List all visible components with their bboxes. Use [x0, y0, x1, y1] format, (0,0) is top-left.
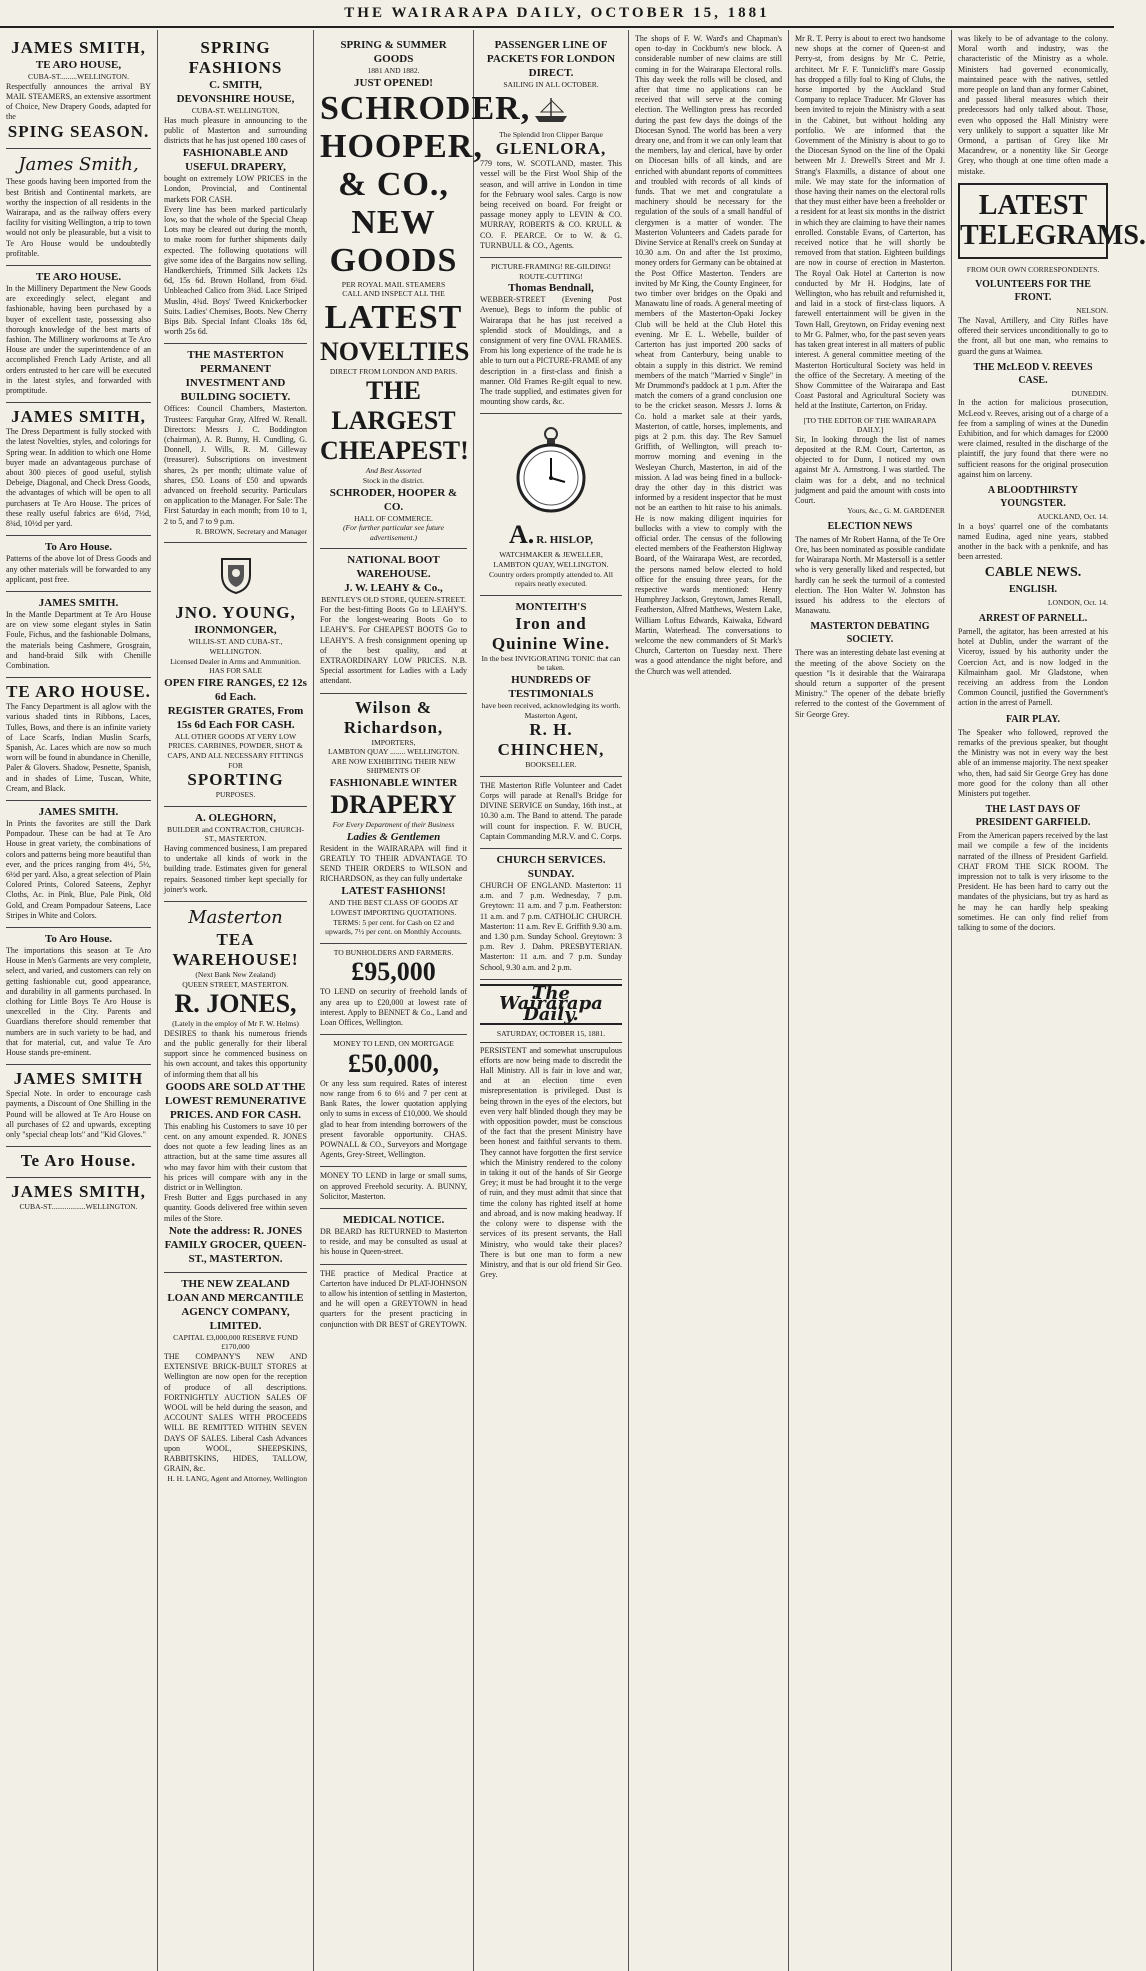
ad-body: CHURCH OF ENGLAND. Masterton: 11 a.m. and 7 p.m. Wednesday, 7 p.m. Greytown: 11 a.m. and 7 p.m. Featherston: 11 a.m. and 7 p.m. CATHOLIC CHURCH. Masterton: 11 a.m. Rev E. Griffith 9.30 a.m. and 1.30 p.m. Sunday School. Greytown: 3 p.m. Rev J. Dahm. PRESBYTERIAN. Masterton: 11 a.m. and 7 p.m. Sunday School, 9.30 a.m. and 2 p.m.	[480, 881, 622, 972]
column-6	[789, 30, 952, 1971]
ad-body: In the Mantle Department at Te Aro House are on view some elegant styles in Satin Foule, Fichus, and the fashionable Dolmans, the materials being Cashmere, Grosgrain, and hand-braid Silk with Chenille Combination.	[6, 609, 151, 670]
ad-heading: Iron and Quinine Wine.	[491, 613, 611, 653]
ad-heading: PASSENGER LINE OF PACKETS FOR LONDON DIRECT.	[486, 39, 616, 79]
ad-heading: TE ARO HOUSE.	[6, 682, 151, 702]
ad-body: Respectfully announces the arrival BY MAIL STEAMERS, an extensive assortment of Choice, New Drapery Goods, adapted for the	[6, 81, 151, 122]
ad-ship: GLENLORA,	[495, 139, 607, 159]
ad-heading: MONEY TO LEND, ON MORTGAGE	[333, 1039, 454, 1049]
ad-body: Or any less sum required. Rates of interest now range from 6 to 6½ and 7 per cent at Bank Rates, the lower quotation applying only to sums in excess of £10,000. We should glad to hear from intending borrowers of the present favorable opportunity. CHAS. POWNALL & CO., Surveyors and Mortgage Agents, Grey-Street, Wellington.	[320, 1078, 467, 1160]
telegrams-heading: LATEST TELEGRAMS.	[958, 183, 1108, 259]
ad-signature: R. BROWN, Secretary and Manager	[195, 526, 307, 536]
ad-heading: TEA WAREHOUSE!	[172, 930, 299, 970]
ad-name: R. JONES,	[174, 989, 297, 1019]
column-2	[158, 30, 314, 1971]
ad-note: (Next Bank New Zealand)	[195, 970, 276, 980]
ad-body: 779 tons, W. SCOTLAND, master. This vessel will be the First Wool Ship of the season, and will arrive in London in time for the February wool sales. Cargo is now being received on board. For freight or passage money apply to LEVIN & CO. MURRAY, ROBERTS & CO. KRULL & CO. F. PEARCE. Or to W. & G. TURNBULL & CO., Agents.	[480, 159, 622, 250]
ad-heading: TE ARO HOUSE.	[35, 271, 122, 284]
ad-latest: LATEST	[324, 298, 463, 336]
ad-trade: IMPORTERS,	[371, 737, 416, 747]
section-heading: FAIR PLAY.	[1005, 713, 1061, 725]
dateline: LONDON, Oct. 14.	[1047, 598, 1108, 608]
ad-direct: DIRECT FROM LONDON AND PARIS.	[329, 366, 458, 376]
ad-ladies: Ladies & Gentlemen	[346, 830, 441, 843]
ad-subheading: FASHIONABLE AND USEFUL DRAPERY,	[182, 147, 289, 174]
section-subheading: ENGLISH.	[1008, 584, 1058, 596]
ad-terms: TERMS: 5 per cent. for Cash on £2 and upwards, 7½ per cent. on Monthly Accounts.	[325, 917, 462, 937]
ad-heading: THE MASTERTON PERMANENT INVESTMENT AND BUILDING SOCIETY.	[180, 349, 291, 404]
ad-heading: SPRING FASHIONS	[188, 38, 283, 77]
ad-church-services	[480, 849, 622, 980]
ad-price-list: Every line has been marked particularly low, so that the whole of the Special Cheap Lots may be cleared out during the month, to make room for further shipments daily expected. The following quotations will give some idea of the Bargains now selling. Handkerchiefs, Trimmed Silk Jackets 12s 6d, 15s 6d. Brown Holland, from 6¾d. Unbleached Calico from 3¼d. Lace Striped Muslin, 4¾d. Boys' Tweed Knickerbocker Suits. Ladies' Chemises, Boots. New Cherry Bips Bib. Special Infant Cloaks 18s 6d, worth 25s 6d.	[164, 204, 307, 337]
election-text: The names of Mr Robert Hanna, of the Te Ore Ore, has been nominated as possible candidate for Wairarapa North. Mr Mastersoll is a settler who is very generally liked and respected, but hardly can he seek the turmoil of a contested election. The Hon Walter W. Johnston has issued his address to the electors of Manawatu.	[795, 534, 945, 616]
ad-te-aro-1	[6, 266, 151, 403]
ad-per: PER ROYAL MAIL STEAMERS	[341, 279, 446, 289]
editorial-text: PERSISTENT and somewhat unscrupulous efforts are now being made to discredit the Hall Ministry. All is fair in love and war, and at an election time even misrepresentation is privileged. Dust is being thrown in the eyes of the electors, but even very half blinded though they may be with opposition powder, must be conscious of the fact that the present Ministry have been honest and faithful servants to them. They cannot have forgotten the first service which the Ministry rendered to the colony in taking it out of the hands of Sir George Grey; it must be had brought it to the verge of ruin, and they must admit that since that time the colony has righted itself at home and abroad, and is now making headway. If the colony were to dispense with the services of its present servants, the Hall Ministry, who would take their places? There is but one man to form a new Ministry, and that is our old friend Sir Geo. Grey.	[480, 1045, 622, 1280]
ad-body: bought on extremely LOW PRICES in the London, Provincial, and Continental markets FOR CASH.	[164, 174, 307, 204]
dateline: NELSON.	[1076, 306, 1108, 316]
ad-body: DESIRES to thank his numerous friends and the public generally for their liberal support since he commenced business on his own account, and takes this opportunity of informing them that all his	[164, 1028, 307, 1079]
fair-play-text: The Speaker who followed, reproved the remarks of the previous speaker, but thought the Ministry was not in every way the best able of an immense majority. The next speaker who, then, had said Sir George Grey has done more good for the colony than all other Ministers put together.	[958, 727, 1108, 798]
ad-testimonials: HUNDREDS OF TESTIMONIALS	[508, 674, 594, 700]
ad-location: LAMBTON QUAY ........ WELLINGTON.	[327, 747, 460, 757]
ad-new-goods: NEW GOODS	[329, 203, 458, 279]
ad-heading: Te Aro House.	[20, 1151, 137, 1171]
ad-builder	[164, 807, 307, 902]
ad-heading: JAMES SMITH,	[11, 407, 146, 427]
ad-best: AND THE BEST CLASS OF GOODS AT LOWEST IMPORTING QUOTATIONS.	[328, 898, 459, 917]
ad-heading: PICTURE-FRAMING! RE-GILDING! ROUTE-CUTTING!	[490, 262, 611, 281]
ad-drapery: DRAPERY	[330, 789, 457, 819]
ad-james-smith-1	[6, 34, 151, 149]
ad-body: In the Millinery Department the New Goods are exceedingly select, elegant and fashionable, having been purchased by a buyer of excellent taste, possessing also thorough knowledge of the best marts of fashion. The Millinery workrooms at Te Aro House are under the superintendence of an accomplished French Lady Artiste, and all orders entrusted to her care will be executed in the latest styles, and forwarded with promptitude.	[6, 284, 151, 396]
ad-heading: THE NEW ZEALAND LOAN AND MERCANTILE AGENCY COMPANY, LIMITED.	[167, 1277, 304, 1332]
ad-body: THE practice of Medical Practice at Carterton have induced Dr PLAT-JOHNSON to allow his intention of settling in Masterton, and he will open a GREYTOWN in head quarters for the present practicing in conjunction with DR BEST of GREYTOWN.	[320, 1268, 467, 1329]
ad-store: TE ARO HOUSE,	[35, 59, 122, 71]
ad-body: Country orders promptly attended to. All repairs neatly executed.	[488, 569, 613, 589]
ad-location: CUBA-ST.........WELLINGTON.	[28, 72, 129, 81]
ad-goods: GOODS ARE SOLD AT THE LOWEST REMUNERATIVE PRICES. AND FOR CASH.	[164, 1080, 307, 1121]
ad-purposes: PURPOSES.	[215, 790, 256, 800]
ad-name: J. W. LEAHY & Co.,	[344, 582, 443, 595]
ad-sail: SAILING IN ALL OCTOBER.	[503, 80, 599, 89]
ad-heading: JAMES SMITH.	[38, 805, 119, 818]
ad-body: have been received, acknowledging its worth. Masterton Agent,	[481, 701, 621, 720]
ad-signature: H. H. LANG, Agent and Attorney, Wellington	[167, 1474, 307, 1484]
ad-largest: THE LARGEST	[331, 376, 456, 436]
coat-of-arms-icon	[164, 553, 307, 597]
ad-heading: Wilson & Richardson,	[343, 697, 444, 737]
ad-address: BENTLEY'S OLD STORE, QUEEN-STREET.	[321, 595, 466, 605]
ad-opened: JUST OPENED!	[354, 76, 433, 89]
ad-heading: To Aro House.	[45, 932, 112, 945]
ad-signature: SCHRODER, HOOPER & CO.	[329, 486, 458, 513]
ad-heading: TO BUNHOLDERS AND FARMERS.	[333, 947, 454, 957]
ad-te-aro-2	[6, 536, 151, 592]
ad-tea-warehouse	[164, 902, 307, 1273]
ad-james-smith-6	[6, 1065, 151, 1147]
ad-body: Patterns of the above lot of Dress Goods and any other materials will be forwarded to any applicant, post free.	[6, 554, 151, 584]
ad-body: TO LEND on security of freehold lands of any area up to £20,000 at lowest rate of interest. Apply to BENNET & Co., Land and Loan Offices, Wellington.	[320, 987, 467, 1027]
ad-spring-fashions	[164, 34, 307, 344]
ad-boot-warehouse	[320, 549, 467, 693]
column-7	[952, 30, 1146, 1971]
ad-firm: SCHRODER,	[320, 89, 531, 127]
ad-notice: (For further particular see future advertisement.)	[343, 523, 444, 542]
ad-best: And Best Assorted	[365, 466, 422, 476]
ad-body: MONEY TO LEND in large or small sums, on approved Freehold security. A. BUNNY, Solicitor, Masterton.	[320, 1171, 467, 1201]
ad-body: DR BEARD has RETURNED to Masterton to reside, and may be consulted as usual at his house in Queen-street.	[320, 1226, 467, 1257]
ad-body: In Prints the favorites are still the Dark Pompadour. These can be had at Te Aro House in great variety, the combinations of colors and patterns being more beautiful than ever, and the prices ranging from 4½, 5½, 6½d per yard. Also, a great selection of Plain Colored Prints, Colored Sateens, Zephyr Cloths, Ac. in Pink, Blue, Pale Pink, Old Gold, and Cream Pompadour Sateens, Lace Stripes in White and Colors.	[6, 818, 151, 920]
ad-hislop	[480, 414, 622, 595]
ad-heading: JAMES SMITH,	[11, 1182, 146, 1202]
ad-te-aro-3	[6, 678, 151, 801]
ad-body: ARE NOW EXHIBITING THEIR NEW SHIPMENTS OF	[331, 756, 456, 776]
masthead	[0, 0, 1114, 28]
section-heading: THE McLEOD V. REEVES CASE.	[973, 361, 1093, 386]
ad-sporting: SPORTING	[187, 770, 284, 790]
ad-body: The importations this season at Te Aro House in Men's Garments are very complete, select, and varied, and customers can rely on getting fashionable cut, good appearance, and durability in all garments purchased. In clothing for Little Boys Te Aro House is unexcelled in the City. Parents and Guardians therefore should remember that numbers are in such variety to be had, and that for material, cut, and value Te Aro House stands pre-eminent.	[6, 945, 151, 1058]
ad-street: QUEEN STREET, MASTERTON.	[182, 979, 289, 989]
telegram-text: The Naval, Artillery, and City Rifles have offered their services unconditionally to go to the front, all but one man, who remains to guard the guns at Waimea.	[958, 316, 1108, 356]
ad-signature: James Smith,	[18, 154, 139, 176]
ad-heading: MEDICAL NOTICE.	[342, 1213, 445, 1226]
ad-trade: BOOKSELLER.	[525, 760, 577, 770]
telegram-text: In the action for malicious prosecution, McLeod v. Reeves, arising out of a charge of a fee from a sampling of wines at the Dunedin Exhibition, and for which damages for £2000 were claimed, resulted in the discharge of the plaintiff, the jury found that there were no sufficient reasons for the original prosecution against him on larceny.	[958, 398, 1108, 479]
ad-years: 1881 AND 1882.	[367, 66, 420, 75]
ad-firm: HOOPER,	[320, 127, 483, 165]
debating-text: There was an interesting debate last evening at the meeting of the above Society on the question "Is it desirable that the Wairarapa should return a supporter of the present Ministry." The opener of the debate briefly referred to the contest of the Government of Sir George Grey.	[795, 648, 945, 719]
section-heading: A BLOODTHIRSTY YOUNGSTER.	[987, 485, 1079, 510]
ad-body: In the best INVIGORATING TONIC that can be taken.	[481, 653, 621, 673]
ad-money-to-lend	[320, 1035, 467, 1167]
pocket-watch-icon	[480, 424, 622, 514]
ad-bunholders	[320, 944, 467, 1035]
section-heading: VOLUNTEERS FOR THE FRONT.	[975, 279, 1091, 304]
paper-title: The Wairarapa Daily.	[480, 984, 622, 1025]
ad-amount: £50,000,	[348, 1048, 439, 1078]
ad-heading: JAMES SMITH.	[38, 596, 119, 609]
ad-heading: CHURCH SERVICES. SUNDAY.	[496, 854, 606, 880]
cable-text: Parnell, the agitator, has been arrested at his hotel at Dublin, under the warrant of the Viceroy, issued by his authority under the Coercion Act, and is now lodged in the Kilmainham gaol. Mr Gladstone, when receiving an address from the London Common Council, justified the Government's action in the arrest of Parnell.	[958, 627, 1108, 708]
ad-trade: BUILDER and CONTRACTOR, CHURCH-ST., MASTERTON.	[167, 824, 304, 844]
ad-rifle-volunteers	[480, 777, 622, 849]
ad-body: Special Note. In order to encourage cash payments, a Discount of One Shilling in the Pound will be allowed at Te Aro House on all purchases of £2 and upwards, excepting only "special cheap lots" and "Kid Gloves."	[6, 1089, 151, 1140]
ad-james-smith-3	[6, 403, 151, 536]
ad-heading: JNO. YOUNG,	[175, 603, 296, 623]
ad-james-smith-4	[6, 592, 151, 678]
ad-medical-practice	[320, 1265, 467, 1336]
ad-hall: HALL OF COMMERCE.	[354, 513, 433, 523]
ad-body: Licensed Dealer in Arms and Ammunition. HAS FOR SALE	[170, 656, 301, 676]
letter-heading: [TO THE EDITOR OF THE WAIRARAPA DAILY.]	[803, 415, 937, 435]
ad-name: Thomas Bendnall,	[508, 282, 594, 295]
ad-latest-fashions: LATEST FASHIONS!	[341, 885, 446, 898]
garfield-text: From the American papers received by the last mail we compile a few of the incidents narrated of the illness of President Garfield. CHAT FROM THE SICK ROOM. The impression not to talk is very irksome to the President. He has been hard to carry out the mandates of the physicians, but try as hard as he may he can hardly help speaking sometimes. He can only find relief from talking to some of the doctors.	[958, 831, 1108, 932]
column-5	[629, 30, 789, 1971]
ad-call: CALL AND INSPECT ALL THE	[342, 289, 445, 299]
ad-james-smith-7	[6, 1178, 151, 1218]
ad-body: Resident in the WAIRARAPA will find it GREATLY TO THEIR ADVANTAGE TO SEND THEIR ORDERS to WILSON and RICHARDSON, as they can fully undertake	[320, 843, 467, 884]
ad-initial: A.	[508, 520, 535, 550]
ad-passenger-line	[480, 34, 622, 258]
ad-body: ALL OTHER GOODS AT VERY LOW PRICES. CARBINES, POWDER, SHOT & CAPS, AND ALL NECESSARY FITTINGS FOR	[167, 731, 304, 770]
ad-heading: JAMES SMITH	[13, 1069, 144, 1089]
letter-signature: Yours, &c., G. M. GARDENER	[847, 506, 945, 516]
ad-trade: WATCHMAKER & JEWELLER, LAMBTON QUAY, WELLINGTON.	[493, 550, 609, 570]
ad-capital: CAPITAL £3,000,000 RESERVE FUND £170,000	[173, 1332, 298, 1352]
ad-sub: (Lately in the employ of Mr F. W. Helms)	[172, 1019, 299, 1029]
ad-body: The Fancy Department is all aglow with the various shaded tints in Ribbons, Laces, Tulles, Bows, and there is an infinite variety of Lace Scarfs, Indian Muslin Scarfs, Spanish, Ac. Laces which are now so much worn will be found in abundance in Chenille, Paler & Glovers. Shadow, Pesnette, Spanish, and in shades of Lime, Tuscan, White, Cream, and Black.	[6, 702, 151, 793]
divider	[480, 1042, 622, 1043]
section-heading: ELECTION NEWS	[827, 520, 913, 532]
ad-heading: A. OLEGHORN,	[195, 811, 276, 824]
ad-name: R. HISLOP,	[536, 534, 594, 547]
dateline: AUCKLAND, Oct. 14.	[1037, 512, 1108, 522]
telegrams-sub: FROM OUR OWN CORRESPONDENTS.	[966, 264, 1100, 274]
section-heading: ARREST OF PARNELL.	[978, 613, 1088, 625]
ad-location: WILLIS-ST. AND CUBA-ST., WELLINGTON.	[188, 637, 283, 657]
ad-trade: IRONMONGER,	[194, 624, 277, 637]
paper-date: SATURDAY, OCTOBER 15, 1881.	[496, 1029, 606, 1039]
section-heading: CABLE NEWS.	[984, 565, 1082, 581]
ad-building-society	[164, 344, 307, 543]
ad-body: These goods having been imported from the best British and Continental markets, are worthy the inspection of all residents in the Wairarapa, and as the railway offers every facility for visiting Wellington, a trip to town would not only be pleasurable, but a visit to Te Aro House would be undoubtedly profitable.	[6, 177, 151, 258]
letter-text: Sir, In looking through the list of names deposited at the R.M. Court, Carterton, as objected to for Dunn, I noticed my own against Mr A. Armstrong. I was startled. The claim was for a debt, and no technical judgment and paid the amount with costs into Court.	[795, 434, 945, 505]
ad-body: For the best-fitting Boots Go to LEAHY'S. For the longest-wearing Boots Go to LEAHY'S. For CHEAPEST BOOTS Go to LEAHY'S. A fresh consignment opening up of the best quality, and at EXTRAORDINARY LOW PRICES. N.B. Special assortment for Ladies with a Lady attendant.	[320, 604, 467, 686]
ad-store: DEVONSHIRE HOUSE,	[176, 93, 295, 105]
ad-firm: & CO.,	[338, 165, 449, 203]
ad-name: C. SMITH,	[209, 79, 262, 91]
ad-james-smith-2	[6, 149, 151, 266]
ad-cheapest: CHEAPEST!	[320, 436, 469, 466]
ad-heading: JAMES SMITH,	[11, 38, 146, 57]
ad-for: For Every Department of their Business	[332, 819, 455, 829]
ad-loan-agency	[164, 1273, 307, 1490]
ad-body: Having commenced business, I am prepared to undertake all kinds of work in the building trade. Estimates given for general repairs. Seasoned timber kept specially for joiner's work.	[164, 844, 307, 894]
ad-wilson-richardson	[320, 694, 467, 944]
ad-body: WEBBER-STREET (Evening Post Avenue), Begs to inform the public of Wairarapa that he has just received a splendid stock of Mouldings, and a consignment of very fine OVAL FRAMES. From his long experience of the trade he is able to turn out a PICTURE-FRAME of any description in a first-class and finish a manner. Old Frames Re-gilt equal to new. The trade supplied, and estimates given for mounting show cards, &c.	[480, 295, 622, 407]
ad-body: THE Masterton Rifle Volunteer and Cadet Corps will parade at Renall's Bridge for DIVINE SERVICE on Sunday, 16th inst., at 10.30 a.m. The Band to attend. The parade will count for inspection. F. W. BUCH, Captain Commanding M.R.V. and C. Corps.	[480, 780, 622, 841]
telegram-text: In a boys' quarrel one of the combatants named Eudina, aged nine years, stabbed another in the back with a penknife, and has been arrested.	[958, 521, 1108, 562]
ad-item: REGISTER GRATES, From 15s 6d Each FOR CASH.	[167, 704, 304, 731]
ad-james-smith-5	[6, 801, 151, 928]
ad-body: This enabling his Customers to save 10 per cent. on any amount expended. R. JONES does not quote a few leading lines as an attraction, but at the same time assures all who may favor him with their custom that his prices will compare with any in the district or in Wellington.	[164, 1121, 307, 1193]
ad-agent: R. H. CHINCHEN,	[497, 720, 605, 760]
masthead-title: THE WAIRARAPA DAILY, OCTOBER 15, 1881	[344, 4, 770, 21]
ad-medical	[320, 1209, 467, 1265]
column-1	[0, 30, 158, 1971]
ad-picture-framing	[480, 258, 622, 414]
article-continued: was likely to be of advantage to the colony. Moral worth and industry, was the characteristic of the Ministry as a whole. Ministers had governed economically, maintained peace with the natives, settled more people on land than any former Cabinet, and passed liberal measures which their predecessors had only talked about. Those, even who opposed the Hall Ministry were very unlikely to support a squatter like Mr Ormond, a partisan of Grey like Mr Macandrew, or a nonentity like Sir George Grey, who though at one time often made a mistake.	[958, 34, 1108, 176]
ad-body: Fresh Butter and Eggs purchased in any quantity. Goods delivered free within seven miles of the Store.	[164, 1193, 307, 1223]
ad-te-aro-5	[6, 1147, 151, 1178]
ad-stock: Stock in the district.	[362, 475, 425, 485]
ad-name: MONTEITH'S	[515, 600, 587, 613]
ad-heading: To Aro House.	[45, 541, 112, 554]
ad-location: CUBA-ST. WELLINGTON,	[191, 106, 280, 115]
ad-body: Offices: Council Chambers, Masterton. Trustees: Farquhar Gray, Alfred W. Renall. Directors: Messrs J. C. Boddington (chairman), A. R. Bunny, H. Cundling, G. Donnell, J. Wills, R. M. Gilleway (treasurer). Subscriptions on investment shares, 2s per month; ultimate value of shares, £50. Loans of £50 and upwards advanced on freehold security. Particulars on application to the Manager. For Sale: The First Saturday in each month; from 10 to 1, 2 to 5, and 7 to 9 p.m.	[164, 404, 307, 526]
ad-novelties: NOVELTIES	[320, 336, 470, 366]
ad-te-aro-4	[6, 928, 151, 1065]
ad-body: The Dress Department is fully stocked with the latest Novelties, styles, and colorings for Spring wear. In addition to which one Home buyer made an advantageous purchase of about 300 pieces of good useful, stylish Debeige, Diagonal, and Check Dress Goods, the advantages of which will be open to all purchasers at Te Aro House. The prices of these really useful fabrics are 6½d, 7½d, 8¾d, 10½d per yard.	[6, 427, 151, 529]
ad-body: The Splendid Iron Clipper Barque	[499, 129, 603, 139]
ad-footer: CUBA-ST..................WELLINGTON.	[19, 1202, 138, 1212]
ad-item: OPEN FIRE RANGES, £2 12s 6d Each.	[164, 676, 307, 703]
column-4	[474, 30, 629, 1971]
ad-fashionable: FASHIONABLE WINTER	[329, 776, 458, 789]
section-heading: THE LAST DAYS OF PRESIDENT GARFIELD.	[975, 804, 1091, 829]
ad-monteith	[480, 596, 622, 777]
ad-script: Masterton	[188, 907, 283, 929]
ad-schroder-hooper	[320, 34, 531, 549]
section-heading: MASTERTON DEBATING SOCIETY.	[810, 621, 930, 646]
ship-icon	[480, 96, 622, 124]
ad-body: THE COMPANY'S NEW AND EXTENSIVE BRICK-BUILT STORES at Wellington are now open for the reception of produce of all descriptions. FORTNIGHTLY AUCTION SALES OF WOOL will be held during the season, and ACCOUNT SALES WITH PROCEEDS WILL BE REMITTED WITHIN SEVEN DAYS OF SALES. Liberal Cash Advances upon WOOL, SHEEPSKINS, RABBITSKINS, HIDES, TALLOW, GRAIN, &c.	[164, 1352, 307, 1474]
local-news-text: The shops of F. W. Ward's and Chapman's open to-day in Cockburn's new block. A considerable number of new claims are still coming in for the Wairarapa Electoral rolls. This day week the rolls will be closed, and after that time no applications can be received that will serve at the coming election. The Wellington press has recorded during the past few days the doings of the Diocesan Synod. The world has been a very dreary one, and from it we can only learn that the members, lay and clerical, have by order on Diocesan bills of all kinds, and are enriched with abundant reports of committees and troubled with records of all kinds of funds. That we met and congratulate a machinery should be necessary for the regulation of the souls of a small handful of clergymen is a matter of wonder. The Masterton Volunteers and Cadets parade for Divine Service at Renall's creek on Sunday at 10.30 a.m. On and after the 1st proximo, money orders for Germany can be obtained at the Post Office Masterton. Tenders are invited by Mr King, the County Engineer, for two timber over bridges on the Opaki and Manawatu line of roads. A general meeting of members of the Masterton-Opaki Jockey Club will be held at the Club Hotel this evening. Mr E. L. Webelle, builder of Carterton has just imported 200 sacks of wheat from Canterbury, being unable to obtain a supply in this district. We remind members of the match "Married v Single" in Mr Drummond's paddock at 1 p.m. After the match the comers of a grand conclusion one to be the cricket season. Messrs J. Iorns & Co. hold a market sale at their yards, Masterton, of cattle, horses, implements, and pigs at 2 p.m. this day. The Rev Samuel Griffith, of Wellington, will preach to-morrow morning and evening in the Wesleyan Church, Masterton, in aid of the mission. A lad was being fined in a bullock-dray the other day in this district was informed by a resident inspector that he must not be an earthen to hit raise to his animals. He is now making diligent inquiries for bullocks with a view to comply with the official order. The census of the following elected members of the Featherston Highway Board, of the Wairarapa West, are recorded, the persons named below elected to hold office for the ensuing three years, for the respective wards mentioned: Henry Humphrey Jackson, Greytown, James Renall, Featherston, Alfred Matthews, Western Lake, William Loftus Edwards, Kaiwaka, Edward Martin, Waterhead. The conversations to welcome the new commanders of St Mark's Church, Carterton on Tuesday next. There was a good attendance the night before, and the Church was well attended.	[635, 34, 782, 676]
local-news-text: Mr R. T. Perry is about to erect two handsome new shops at the corner of Queen-st and Perry-st, from designs by Mr C. Petrie, architect. Mr F. F. Tunnicliff's mare Gossip has dropped a filly foal to King of Clubs, the horse imported by the Auckland Stud Company to replace Traducer. Mr Glover has been invited to rejoin the Ministry with a seat in the Cabinet, but without holding any portfolio. We are informed that the Government of the Ministry is about to go to the Diocesan Synod on the line of the Opaki between Mr J. Drewell's Street and Mr J. Strang's Flaxmills, a distance of about one mile. We may state for the information of those having their names on the electoral rolls that they must either have been a freeholder or a resident for at least six months in the district in which they are claiming to have their names enrolled. Constable Evans, of Carterton, has received notice that he will shortly be removed from that station. Eighteen buildings are now in course of erection in Masterton. The Royal Oak Hotel at Carterton is now conducted by Mr H. Hodgins, late of Wellington, who has rebuilt and refurnished it, and laid in a stock of first-class liquors. A farewell entertainment will be given in the Town Hall, Greytown, on Friday evening next to Mr G. Palmer, who, for the past seven years has taken great interest in all matters of public interest. A general committee meeting of the Masterton Horticultural Society was held in the office of the Secretary. A meeting of the Show Committee of the Wairarapa and East Coast Pastoral and Agricultural Society was held at the Institute, Carterton, on Friday.	[795, 34, 945, 411]
ad-jno-young	[164, 543, 307, 806]
ad-amount: £95,000	[351, 957, 436, 987]
ad-season: SPING SEASON.	[7, 122, 150, 142]
newspaper-page	[0, 30, 1146, 1971]
ad-bunny	[320, 1167, 467, 1209]
dateline: DUNEDIN.	[1071, 388, 1108, 398]
ad-heading: SPRING & SUMMER GOODS	[340, 39, 447, 65]
ad-address: Note the address: R. JONES FAMILY GROCER, QUEEN-ST., MASTERTON.	[164, 1224, 307, 1265]
ad-heading: NATIONAL BOOT WAREHOUSE.	[347, 554, 440, 581]
ad-body: Has much pleasure in announcing to the public of Masterton and surrounding districts that he has just opened 180 cases of	[164, 115, 307, 145]
column-3	[314, 30, 531, 1971]
